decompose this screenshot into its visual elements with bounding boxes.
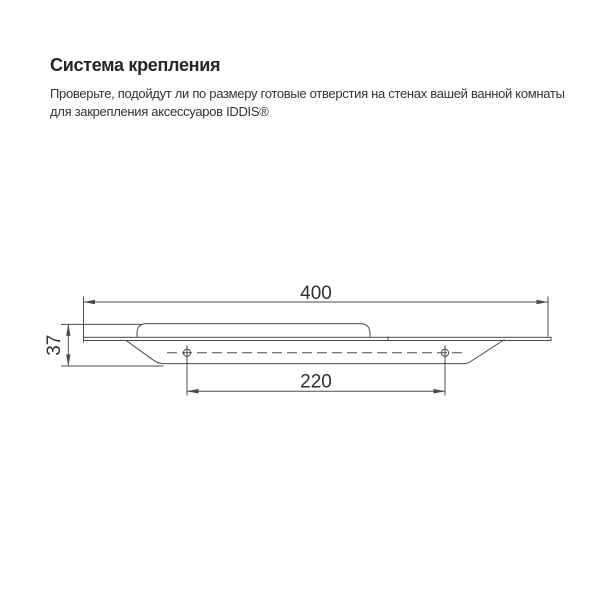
arrowhead-height-bottom: [66, 355, 70, 367]
dimension-hole-spacing-label: 220: [300, 371, 332, 393]
arrowhead-spacing-right: [434, 389, 446, 394]
description-line-2: для закрепления аксессуаров IDDIS®: [50, 103, 269, 119]
description-line-1: Проверьте, подойдут ли по размеру готовые отверстия на стенах вашей ванной комнаты: [50, 86, 565, 101]
arrowhead-spacing-left: [187, 389, 199, 394]
arrowhead-width-right: [537, 300, 549, 305]
arrowhead-width-left: [84, 300, 96, 305]
arrowhead-height-top: [66, 324, 70, 336]
shelf-plate-profile: [84, 337, 552, 340]
shelf-rail-profile: [137, 324, 370, 338]
dimension-height-label: 37: [44, 334, 65, 356]
page-title: Система крепления: [50, 55, 221, 76]
dimension-width-label: 400: [300, 283, 332, 304]
